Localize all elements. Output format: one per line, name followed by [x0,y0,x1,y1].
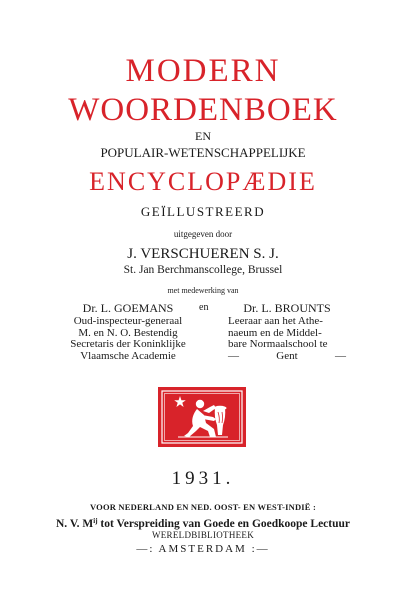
publisher-intro: uitgegeven door [173,229,233,239]
company-sup: ij [93,517,98,525]
collaborators-joiner: en [199,302,209,313]
title-woordenboek: WOORDENBOEK [68,92,338,128]
collaborator-left-line: Oud-inspecteur-generaal [73,315,183,327]
editor-name: J. VERSCHUEREN S. J. [127,246,279,262]
dash-left: — [228,349,239,362]
dash-right: — [334,349,346,362]
title-populair-wetenschappelijke: POPULAIR-WETENSCHAPPELIJKE [100,145,306,160]
imprint-series: WERELDBIBLIOTHEEK [151,530,255,540]
collaborator-right-line: Leeraar aan het Athe- [228,315,323,327]
publication-year: 1931. [171,468,235,489]
collaborator-left-line: Vlaamsche Academie [80,349,176,362]
collaborator-left-line: Secretaris der Koninklijke [70,338,186,350]
company-rest: tot Verspreiding van Goede en Goedkoope Lectuur [97,518,351,530]
collaborator-left-name: Dr. L. GOEMANS [82,301,174,315]
title-geillustreerd: GEÏLLUSTREERD [140,204,266,219]
collaborator-right-line: bare Normaalschool te [228,338,328,350]
collaborator-right-last-line [228,351,346,363]
collaborator-right-line: naeum en de Middel- [228,326,322,339]
collaborator-right-name: Dr. L. BROUNTS [243,301,331,315]
imprint-region: VOOR NEDERLAND EN NED. OOST- EN WEST-INDIË : [89,502,317,512]
editor-affiliation: St. Jan Berchmanscollege, Brussel [123,264,283,276]
collab-intro: met medewerking van [167,286,239,295]
kneeling-figure-with-star-icon [158,387,246,447]
imprint-city: —: AMSTERDAM :— [136,543,270,555]
collaborator-right [228,301,346,362]
collaborator-left [60,301,196,362]
title-en: EN [195,129,211,143]
city-gent: Gent [276,349,298,362]
title-modern: MODERN [125,53,281,89]
collaborator-left-line: M. en N. O. Bestendig [78,326,178,339]
title-encyclopaedie: ENCYCLOPÆDIE [89,167,317,196]
company-prefix: N. V. M [55,518,94,530]
